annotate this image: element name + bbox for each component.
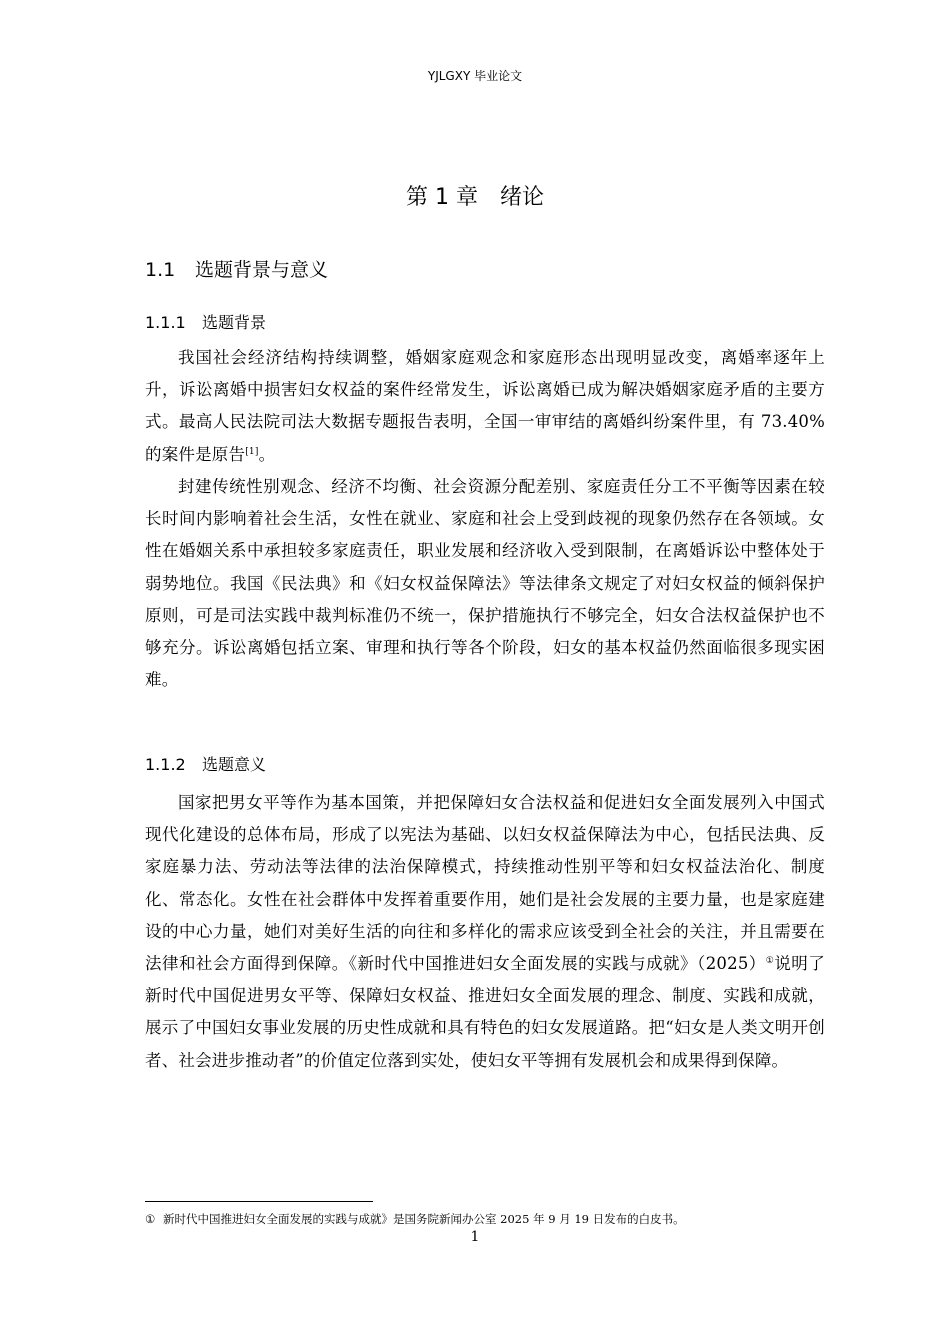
- footnote-mark: ①: [145, 1212, 156, 1226]
- section-heading-1-1: [145, 255, 328, 282]
- chapter-title-text: 绪论: [499, 185, 544, 210]
- section-number: 1.1: [145, 259, 176, 281]
- page-header: YJLGXY 毕业论文: [427, 69, 523, 83]
- page-number: 1: [470, 1229, 480, 1245]
- subsection-title: 选题背景: [202, 313, 267, 332]
- citation-reference: [1]: [245, 446, 259, 457]
- subsection-number: 1.1.2: [145, 755, 186, 774]
- subsection-number: 1.1.1: [145, 313, 186, 332]
- subsection-title: 选题意义: [202, 755, 267, 774]
- section-title: 选题背景与意义: [195, 259, 329, 281]
- paragraph-text-continued: 说明了新时代中国促进男女平等、保障妇女权益、推进妇女全面发展的理念、制度、实践和成就，展示了中国妇女事业发展的历史性成就和具有特色的妇女发展道路。把“妇女是人类文明开创者、社会进步推动者”的价值定位落到实处，使妇女平等拥有发展机会和成果得到保障。: [145, 954, 825, 1070]
- paragraph-background-1: [145, 342, 825, 471]
- chapter-number: 第 1 章: [406, 185, 478, 210]
- section-heading-1-1-2: [145, 752, 266, 775]
- paragraph-end: 。: [258, 444, 276, 464]
- chapter-title: [0, 180, 950, 211]
- paragraph-text: 我国社会经济结构持续调整，婚姻家庭观念和家庭形态出现明显改变，离婚率逐年上升，诉讼离婚中损害妇女权益的案件经常发生，诉讼离婚已成为解决婚姻家庭矛盾的主要方式。最高人民法院司法大数据专题报告表明，全国一审审结的离婚纠纷案件里，有 73.40%的案件是原告: [145, 348, 825, 464]
- paragraph-text: 国家把男女平等作为基本国策，并把保障妇女合法权益和促进妇女全面发展列入中国式现代化建设的总体布局，形成了以宪法为基础、以妇女权益保障法为中心，包括民法典、反家庭暴力法、劳动法等法律的法治保障模式，持续推动性别平等和妇女权益法治化、制度化、常态化。女性在社会群体中发挥着重要作用，她们是社会发展的主要力量，也是家庭建设的中心力量，她们对美好生活的向往和多样化的需求应该受到全社会的关注，并且需要在法律和社会方面得到保障。《新时代中国推进妇女全面发展的实践与成就》（2025）: [145, 793, 825, 974]
- footnote: [145, 1211, 845, 1227]
- footnote-separator: [145, 1201, 373, 1202]
- section-heading-1-1-1: [145, 310, 266, 333]
- paragraph-significance: [145, 787, 825, 1077]
- paragraph-background-2: 封建传统性别观念、经济不均衡、社会资源分配差别、家庭责任分工不平衡等因素在较长时间内影响着社会生活，女性在就业、家庭和社会上受到歧视的现象仍然存在各领域。女性在婚姻关系中承担较多家庭责任，职业发展和经济收入受到限制，在离婚诉讼中整体处于弱势地位。我国《民法典》和《妇女权益保障法》等法律条文规定了对妇女权益的倾斜保护原则，可是司法实践中裁判标准仍不统一，保护措施执行不够完全，妇女合法权益保护也不够充分。诉讼离婚包括立案、审理和执行等各个阶段，妇女的基本权益仍然面临很多现实困难。: [145, 477, 825, 690]
- footnote-text: 新时代中国推进妇女全面发展的实践与成就》是国务院新闻办公室 2025 年 9 月 19 日发布的白皮书。: [163, 1212, 685, 1226]
- footnote-reference: ①: [765, 956, 775, 967]
